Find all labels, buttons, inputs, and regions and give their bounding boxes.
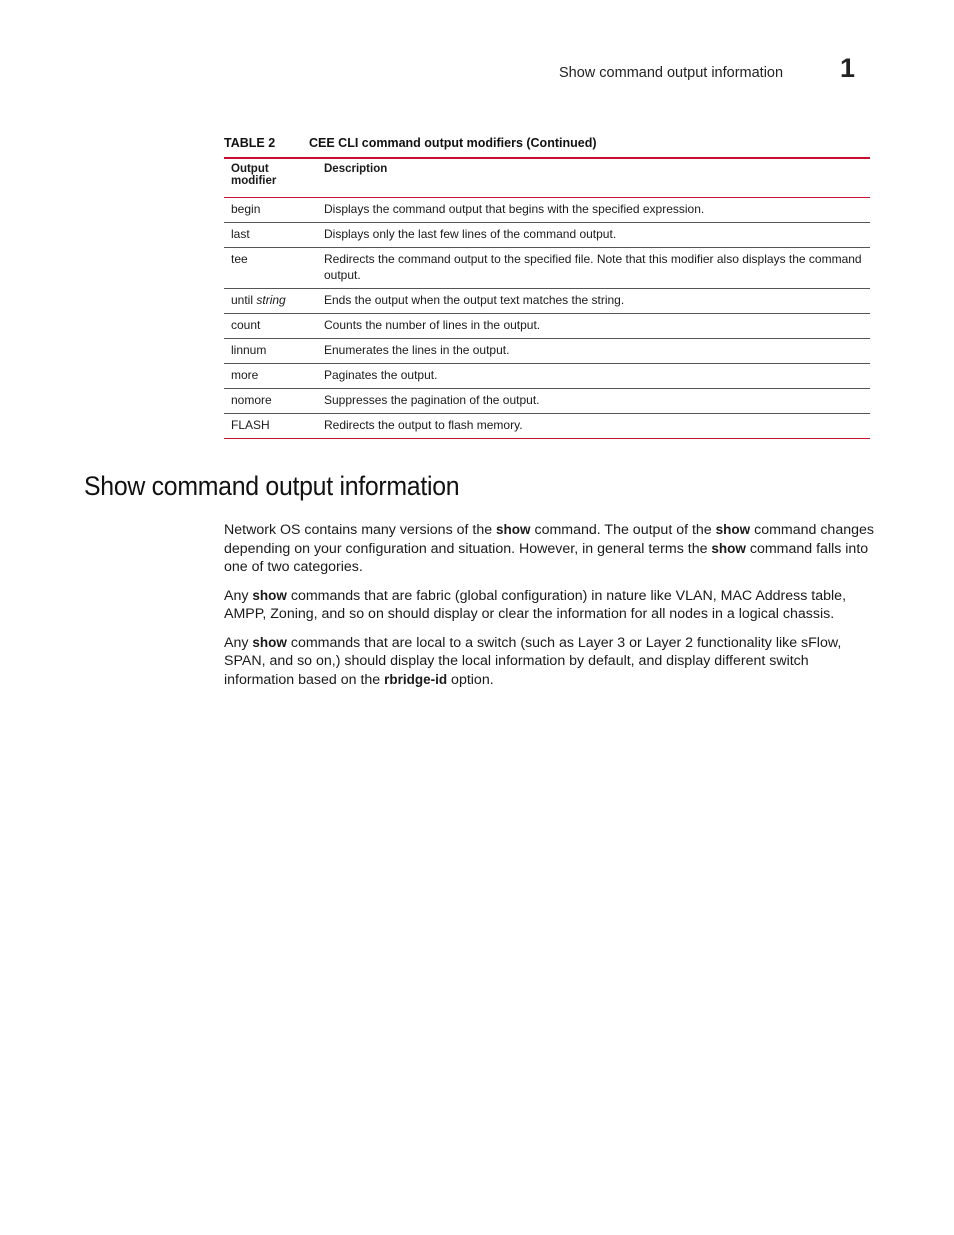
modifier-name: tee <box>231 252 248 266</box>
modifier-name: begin <box>231 202 261 216</box>
section-body <box>224 521 874 699</box>
modifier-name: linnum <box>231 343 267 357</box>
description-cell: Redirects the command output to the specified file. Note that this modifier also displays the command output. <box>324 252 862 282</box>
modifier-cell <box>224 364 317 389</box>
column-header-output-modifier: Output modifier <box>231 163 277 187</box>
table-row <box>224 389 870 414</box>
table-row <box>224 314 870 339</box>
modifier-name: until <box>231 293 257 307</box>
description-cell: Displays the command output that begins with the specified expression. <box>324 202 705 216</box>
table-header-row <box>224 158 870 198</box>
table-row <box>224 223 870 248</box>
table-row <box>224 248 870 289</box>
table-row <box>224 198 870 223</box>
description-cell: Displays only the last few lines of the command output. <box>324 227 617 241</box>
paragraph-fabric <box>224 587 874 624</box>
description-cell: Counts the number of lines in the output. <box>324 318 541 332</box>
modifier-cell <box>224 314 317 339</box>
running-header-title: Show command output information <box>559 65 784 81</box>
modifier-cell <box>224 248 317 289</box>
command-keyword: show <box>252 634 287 650</box>
command-keyword: show <box>252 587 287 603</box>
text-run: Any <box>224 587 253 604</box>
chapter-number: 1 <box>840 53 856 83</box>
text-run: command falls into one of two categories. <box>224 540 869 575</box>
text-run: Any <box>224 634 253 651</box>
command-keyword: rbridge-id <box>384 671 448 687</box>
modifier-cell <box>224 198 317 223</box>
command-keyword: show <box>711 540 746 556</box>
table-row <box>224 289 870 314</box>
text-run: option. <box>447 671 494 688</box>
section-heading: Show command output information <box>84 471 460 501</box>
description-cell: Suppresses the pagination of the output. <box>324 393 540 407</box>
modifier-name: last <box>231 227 250 241</box>
paragraph-intro <box>224 521 874 577</box>
table-caption-title: CEE CLI command output modifiers (Continued) <box>309 136 597 150</box>
modifier-cell <box>224 414 317 439</box>
text-run: command changes depending on your configuration and situation. However, in general terms the <box>224 522 874 557</box>
command-keyword: show <box>496 522 531 537</box>
output-modifiers-table <box>224 157 870 439</box>
table-row <box>224 339 870 364</box>
modifier-cell <box>224 389 317 414</box>
modifier-argument: string <box>256 293 286 307</box>
table-caption-label: TABLE 2 <box>224 136 276 150</box>
paragraph-local <box>224 634 874 690</box>
description-cell: Ends the output when the output text matches the string. <box>324 293 625 307</box>
modifier-cell <box>224 223 317 248</box>
modifier-name: nomore <box>231 393 272 407</box>
column-header-description: Description <box>324 163 388 175</box>
modifier-name: more <box>231 368 259 382</box>
modifier-name: count <box>231 318 261 332</box>
table-row <box>224 414 870 439</box>
description-cell: Enumerates the lines in the output. <box>324 343 510 357</box>
description-cell: Redirects the output to flash memory. <box>324 418 523 432</box>
modifier-name: FLASH <box>231 418 270 432</box>
text-run: Network OS contains many versions of the <box>224 522 497 538</box>
modifier-cell <box>224 339 317 364</box>
modifier-cell <box>224 289 317 314</box>
command-keyword: show <box>715 522 751 537</box>
text-run: command. The output of the <box>530 522 716 538</box>
table-caption <box>224 136 597 150</box>
text-run: commands that are local to a switch (such as Layer 3 or Layer 2 functionality like sFlow, SPAN, and so on,) should display the local information by default, and display different switch information based on the <box>224 634 842 688</box>
table <box>224 157 870 439</box>
table-row <box>224 364 870 389</box>
description-cell: Paginates the output. <box>324 368 438 382</box>
text-run: commands that are fabric (global configuration) in nature like VLAN, MAC Address table, AMPP, Zoning, and so on should display or clear the information for all nodes in a logical chassis. <box>224 587 847 622</box>
